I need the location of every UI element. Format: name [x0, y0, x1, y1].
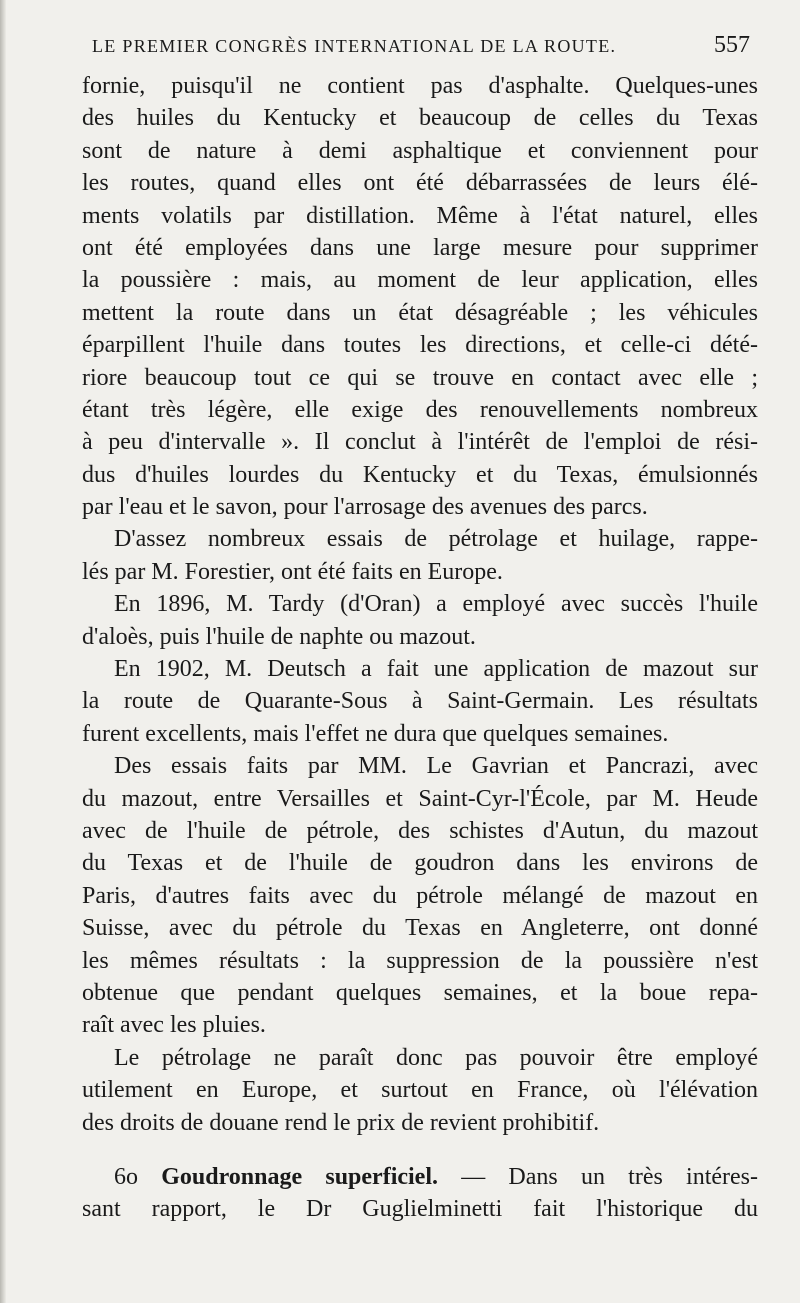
- text-line: D'assez nombreux essais de pétrolage et huilage, rappe-: [114, 526, 758, 553]
- text-line: utilement en Europe, et surtout en France, où l'élévation: [82, 1077, 758, 1104]
- section-title: Goudronnage superficiel.: [161, 1163, 438, 1190]
- text-line: En 1902, M. Deutsch a fait une application de mazout sur: [114, 656, 758, 683]
- text-line: furent excellents, mais l'effet ne dura que quelques semaines.: [82, 720, 669, 747]
- paragraph: [82, 750, 758, 1042]
- text-line: Suisse, avec du pétrole du Texas en Angleterre, ont donné: [82, 915, 758, 942]
- text-line: dus d'huiles lourdes du Kentucky et du Texas, émulsionnés: [82, 461, 758, 488]
- text-line: la route de Quarante-Sous à Saint-Germain. Les résultats: [82, 688, 758, 715]
- text-line: d'aloès, puis l'huile de naphte ou mazout.: [82, 623, 476, 650]
- text-line: étant très légère, elle exige des renouvellements nombreux: [82, 396, 758, 423]
- body-text: [82, 70, 758, 1226]
- text-line: à peu d'intervalle ». Il conclut à l'intérêt de l'emploi de rési-: [82, 429, 758, 456]
- text-line: des droits de douane rend le prix de revient prohibitif.: [82, 1109, 600, 1136]
- page-number: 557: [714, 32, 750, 58]
- text-line: ments volatils par distillation. Même à l'état naturel, elles: [82, 202, 758, 229]
- page-header: [92, 32, 760, 62]
- text-line: éparpillent l'huile dans toutes les directions, et celle-ci dété-: [82, 332, 758, 359]
- text-line: les routes, quand elles ont été débarrassées de leurs élé-: [82, 170, 758, 197]
- text-line: avec de l'huile de pétrole, des schistes d'Autun, du mazout: [82, 817, 758, 844]
- text-line: obtenue que pendant quelques semaines, et la boue repa-: [82, 979, 758, 1006]
- section-number: 6o: [114, 1163, 138, 1190]
- text-line: des huiles du Kentucky et beaucoup de celles du Texas: [82, 105, 758, 132]
- text-line: ont été employées dans une large mesure pour supprimer: [82, 234, 758, 261]
- section-line: [82, 1161, 758, 1193]
- text-line: par l'eau et le savon, pour l'arrosage des avenues des parcs.: [82, 494, 648, 521]
- text-line: les mêmes résultats : la suppression de la poussière n'est: [82, 947, 758, 974]
- text-line: riore beaucoup tout ce qui se trouve en contact avec elle ;: [82, 364, 758, 391]
- text-line: la poussière : mais, au moment de leur application, elles: [82, 267, 758, 294]
- text-line: En 1896, M. Tardy (d'Oran) a employé avec succès l'huile: [114, 591, 758, 618]
- paragraph: [82, 70, 758, 523]
- page-binding-edge: [0, 0, 6, 1303]
- paragraph: [82, 653, 758, 750]
- section-heading-block: [82, 1161, 758, 1226]
- text-line: sont de nature à demi asphaltique et conviennent pour: [82, 137, 758, 164]
- text-line: Paris, d'autres faits avec du pétrole mélangé de mazout en: [82, 882, 758, 909]
- text-line: raît avec les pluies.: [82, 1012, 266, 1039]
- paragraph: [82, 523, 758, 588]
- text-line: Le pétrolage ne paraît donc pas pouvoir être employé: [114, 1044, 758, 1071]
- text-line: lés par M. Forestier, ont été faits en Europe.: [82, 558, 503, 585]
- section-line: sant rapport, le Dr Guglielminetti fait l'historique du: [82, 1196, 758, 1223]
- text-line: Des essais faits par MM. Le Gavrian et Pancrazi, avec: [114, 753, 758, 780]
- text-line: fornie, puisqu'il ne contient pas d'asphalte. Quelques-unes: [82, 73, 758, 99]
- paragraph: [82, 588, 758, 653]
- running-title: LE PREMIER CONGRÈS INTERNATIONAL DE LA ROUTE.: [92, 36, 617, 56]
- section-gap: [82, 1139, 758, 1161]
- paragraph: [82, 1042, 758, 1139]
- text-line: du mazout, entre Versailles et Saint-Cyr-l'École, par M. Heude: [82, 785, 758, 812]
- text-line: mettent la route dans un état désagréable ; les véhicules: [82, 299, 758, 326]
- section-line-rest: — Dans un très intéres-: [438, 1163, 758, 1190]
- text-line: du Texas et de l'huile de goudron dans les environs de: [82, 850, 758, 877]
